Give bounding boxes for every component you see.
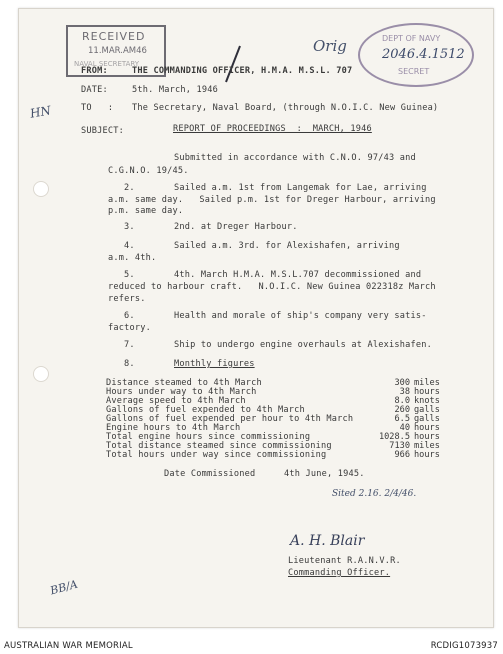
seen-note: Sited 2.16. 2/4/46.	[332, 489, 417, 499]
punch-hole-upper	[33, 181, 49, 197]
figure-unit: galls	[414, 405, 440, 415]
figure-value: 300	[394, 378, 410, 388]
figure-value: 6.5	[394, 414, 410, 424]
figure-unit: knots	[414, 396, 440, 406]
signature: A. H. Blair	[290, 533, 365, 549]
subject-value: REPORT OF PROCEEDINGS : MARCH, 1946	[173, 124, 372, 134]
intro-line-2: C.G.N.O. 19/45.	[108, 166, 189, 176]
date-label: DATE:	[81, 85, 108, 95]
para-6-line-2: factory.	[108, 323, 151, 333]
from-label: FROM:	[81, 66, 108, 76]
para-7-line-1: Ship to undergo engine overhauls at Alexishafen.	[174, 340, 432, 350]
figure-value: 7130	[389, 441, 410, 451]
figure-label: Total engine hours since commissioning	[106, 432, 311, 442]
figure-unit: miles	[414, 378, 440, 388]
para-4-line-1: Sailed a.m. 3rd. for Alexishafen, arriving	[174, 241, 400, 251]
figure-value: 1028.5	[378, 432, 410, 442]
para-5-line-1: 4th. March H.M.A. M.S.L.707 decommissioned and	[174, 270, 422, 280]
date-value: 5th. March, 1946	[132, 85, 218, 95]
figure-label: Distance steamed to 4th March	[106, 378, 262, 388]
intro-line-1: Submitted in accordance with C.N.O. 97/43 and	[174, 153, 416, 163]
figure-value: 8.0	[394, 396, 410, 406]
para-2-line-3: p.m. same day.	[108, 206, 184, 216]
signatory-position: Commanding Officer.	[288, 568, 391, 578]
to-label: TO :	[81, 103, 114, 113]
to-value: The Secretary, Naval Board, (through N.O.I.C. New Guinea)	[132, 103, 439, 113]
figure-value: 966	[394, 450, 410, 460]
figure-unit: galls	[414, 414, 440, 424]
figure-value: 260	[394, 405, 410, 415]
file-number-note: 2046.4.1512	[382, 47, 465, 62]
para-2-line-2: a.m. same day. Sailed p.m. 1st for Dreger Harbour, arriving	[108, 195, 436, 205]
record-id: RCDIG1073937	[430, 641, 498, 651]
para-2-number: 2.	[124, 183, 135, 193]
figure-unit: hours	[414, 423, 440, 433]
received-stamp-title: RECEIVED	[82, 30, 146, 43]
figure-label: Hours under way to 4th March	[106, 387, 257, 397]
para-6-line-1: Health and morale of ship's company very satis-	[174, 311, 427, 321]
date-commissioned-value: 4th June, 1945.	[284, 469, 365, 479]
subject-label: SUBJECT:	[81, 126, 124, 136]
punch-hole-lower	[33, 366, 49, 382]
para-5-number: 5.	[124, 270, 135, 280]
signatory-rank: Lieutenant R.A.N.V.R.	[288, 556, 401, 566]
para-6-number: 6.	[124, 311, 135, 321]
figure-label: Total hours under way since commissioning	[106, 450, 327, 460]
para-4-number: 4.	[124, 241, 135, 251]
para-8-number: 8.	[124, 359, 135, 369]
oval-stamp-line1: DEPT OF NAVY	[382, 34, 441, 43]
figure-label: Total distance steamed since commissioning	[106, 441, 332, 451]
date-commissioned-label: Date Commissioned	[164, 469, 256, 479]
figure-unit: hours	[414, 450, 440, 460]
para-5-line-3: refers.	[108, 294, 146, 304]
margin-initials: HN	[28, 103, 53, 121]
para-4-line-2: a.m. 4th.	[108, 253, 157, 263]
received-stamp-date: 11.MAR.AM46	[88, 46, 147, 56]
figure-label: Average speed to 4th March	[106, 396, 246, 406]
para-7-number: 7.	[124, 340, 135, 350]
bottom-initials: BB/A	[48, 577, 80, 598]
figure-label: Gallons of fuel expended to 4th March	[106, 405, 305, 415]
para-2-line-1: Sailed a.m. 1st from Langemak for Lae, arriving	[174, 183, 427, 193]
orig-note: Orig	[313, 37, 347, 55]
source-credit: AUSTRALIAN WAR MEMORIAL	[4, 641, 133, 651]
monthly-figures-heading: Monthly figures	[174, 359, 255, 369]
oval-stamp-line2: SECRET	[398, 67, 430, 76]
figure-label: Engine hours to 4th March	[106, 423, 241, 433]
pen-slash-mark	[222, 44, 242, 84]
from-value: THE COMMANDING OFFICER, H.M.A. M.S.L. 707	[132, 66, 353, 76]
para-5-line-2: reduced to harbour craft. N.O.I.C. New Guinea 022318z March	[108, 282, 436, 292]
figure-label: Gallons of fuel expended per hour to 4th March	[106, 414, 354, 424]
received-stamp-sub: NAVAL SECRETARY	[74, 60, 140, 68]
figure-unit: miles	[414, 441, 440, 451]
figure-unit: hours	[414, 432, 440, 442]
para-3-line-1: 2nd. at Dreger Harbour.	[174, 222, 298, 232]
figure-unit: hours	[414, 387, 440, 397]
figure-value: 38	[399, 387, 410, 397]
figure-value: 40	[399, 423, 410, 433]
para-3-number: 3.	[124, 222, 135, 232]
